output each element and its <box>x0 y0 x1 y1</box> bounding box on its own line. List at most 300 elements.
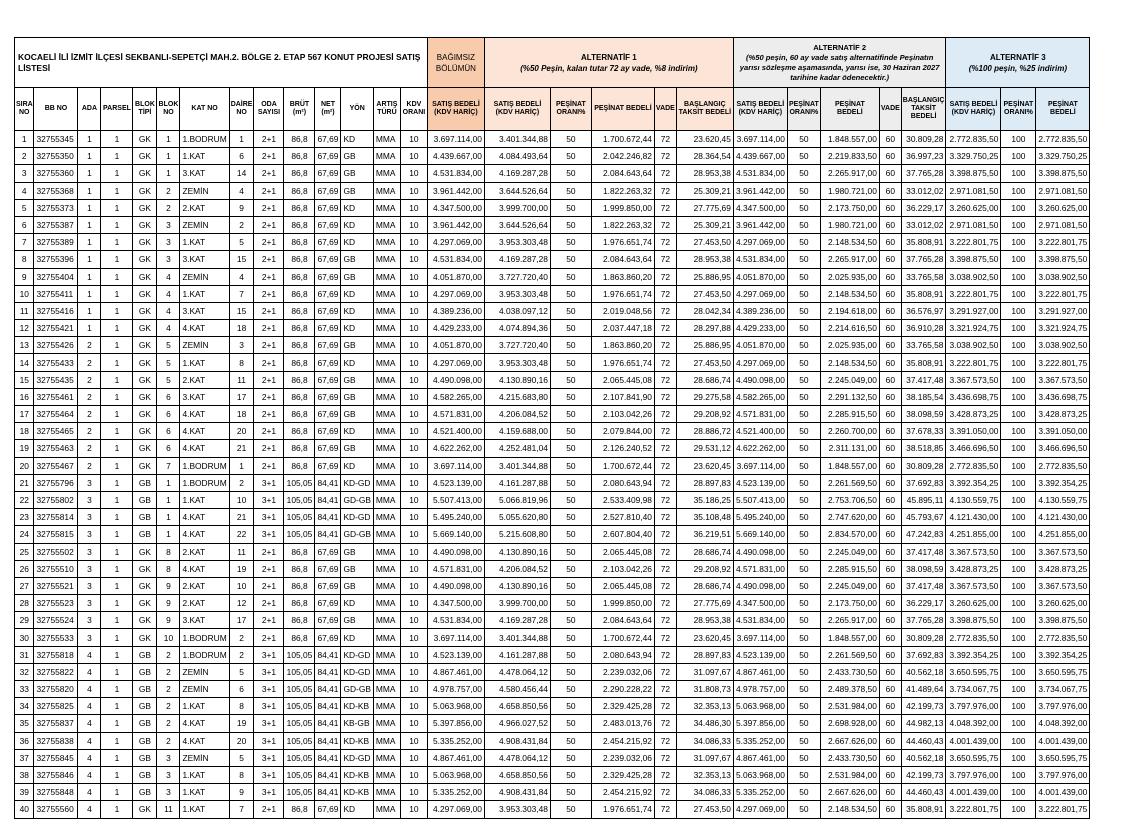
table-cell[interactable]: 50 <box>787 182 820 199</box>
table-cell[interactable]: 4.521.400,00 <box>733 423 787 440</box>
table-cell[interactable]: MMA <box>373 371 400 388</box>
table-cell[interactable]: GK <box>133 388 157 405</box>
table-cell[interactable]: 1 <box>101 698 133 715</box>
table-cell[interactable]: 60 <box>879 612 901 629</box>
table-cell[interactable]: 2.019.048,56 <box>591 302 654 319</box>
table-cell[interactable]: 2.834.570,00 <box>820 526 879 543</box>
table-cell[interactable]: KD-KB <box>341 766 373 783</box>
table-cell[interactable]: 10 <box>400 337 427 354</box>
table-cell[interactable]: KD-KB <box>341 784 373 801</box>
table-cell[interactable]: 4 <box>78 681 101 698</box>
table-cell[interactable]: 67,69 <box>315 457 341 474</box>
table-cell[interactable]: 4.051.870,00 <box>733 337 787 354</box>
table-cell[interactable]: 19 <box>229 560 254 577</box>
table-cell[interactable]: 2 <box>229 216 254 233</box>
table-cell[interactable]: 72 <box>654 388 676 405</box>
table-cell[interactable]: 1 <box>101 784 133 801</box>
table-cell[interactable]: 67,69 <box>315 320 341 337</box>
table-cell[interactable]: 4.908.431,84 <box>484 784 550 801</box>
table-cell[interactable]: 3.291.927,00 <box>1036 302 1090 319</box>
table-cell[interactable]: 105,05 <box>284 526 315 543</box>
table-cell[interactable]: 4.867.461,00 <box>427 663 484 680</box>
table-cell[interactable]: GB <box>133 646 157 663</box>
table-cell[interactable]: 72 <box>654 612 676 629</box>
table-cell[interactable]: 50 <box>787 577 820 594</box>
table-cell[interactable]: 4.490.098,00 <box>733 371 787 388</box>
table-cell[interactable]: 4 <box>78 749 101 766</box>
table-cell[interactable]: 60 <box>879 663 901 680</box>
table-cell[interactable]: 10 <box>400 784 427 801</box>
table-cell[interactable]: 4.429.233,00 <box>427 320 484 337</box>
table-cell[interactable]: 3.398.875,50 <box>946 612 1001 629</box>
table-cell[interactable]: 4.048.392,00 <box>946 715 1001 732</box>
table-cell[interactable]: 4 <box>157 302 180 319</box>
table-cell[interactable]: 1 <box>78 268 101 285</box>
table-cell[interactable]: 30.809,28 <box>901 131 946 148</box>
table-cell[interactable]: 1 <box>78 234 101 251</box>
table-cell[interactable]: 2.084.643,64 <box>591 251 654 268</box>
table-cell[interactable]: 36.219,51 <box>676 526 733 543</box>
table-cell[interactable]: GB <box>133 681 157 698</box>
table-cell[interactable]: 4.051.870,00 <box>427 268 484 285</box>
table-cell[interactable]: KD <box>341 131 373 148</box>
table-cell[interactable]: 3.961.442,00 <box>427 182 484 199</box>
table-cell[interactable]: 26 <box>15 560 34 577</box>
table-cell[interactable]: 32755825 <box>34 698 78 715</box>
table-cell[interactable]: 10 <box>400 165 427 182</box>
table-cell[interactable]: 50 <box>787 526 820 543</box>
table-cell[interactable]: MMA <box>373 302 400 319</box>
table-cell[interactable]: MMA <box>373 491 400 508</box>
table-cell[interactable]: GD-GB <box>341 491 373 508</box>
table-cell[interactable]: GK <box>133 285 157 302</box>
table-cell[interactable]: 2.531.984,00 <box>820 698 879 715</box>
table-cell[interactable]: 6 <box>157 440 180 457</box>
table-cell[interactable]: 4.215.683,80 <box>484 388 550 405</box>
table-cell[interactable]: 3.391.050,00 <box>946 423 1001 440</box>
table-cell[interactable]: 60 <box>879 440 901 457</box>
table-cell[interactable]: MMA <box>373 337 400 354</box>
table-cell[interactable]: 29.275,58 <box>676 388 733 405</box>
table-cell[interactable]: 2.747.620,00 <box>820 509 879 526</box>
table-cell[interactable]: GB <box>341 165 373 182</box>
table-cell[interactable]: 32755510 <box>34 560 78 577</box>
table-cell[interactable]: 1 <box>157 526 180 543</box>
table-cell[interactable]: 9 <box>157 577 180 594</box>
table-cell[interactable]: 105,05 <box>284 715 315 732</box>
table-cell[interactable]: 2.531.984,00 <box>820 766 879 783</box>
table-cell[interactable]: 2+1 <box>254 268 284 285</box>
table-cell[interactable]: 2.194.618,00 <box>820 302 879 319</box>
table-row[interactable] <box>15 732 1090 749</box>
table-cell[interactable]: 37.692,83 <box>901 474 946 491</box>
table-cell[interactable]: 100 <box>1001 491 1036 508</box>
table-cell[interactable]: 72 <box>654 663 676 680</box>
table-cell[interactable]: 50 <box>550 371 591 388</box>
table-cell[interactable]: 2 <box>229 646 254 663</box>
table-cell[interactable]: 10 <box>229 491 254 508</box>
table-cell[interactable]: 21 <box>229 440 254 457</box>
table-cell[interactable]: 60 <box>879 165 901 182</box>
table-cell[interactable]: 2+1 <box>254 302 284 319</box>
table-cell[interactable]: 10 <box>400 406 427 423</box>
table-cell[interactable]: 60 <box>879 457 901 474</box>
table-cell[interactable]: MMA <box>373 560 400 577</box>
table-cell[interactable]: 50 <box>550 681 591 698</box>
table-cell[interactable]: 2 <box>78 406 101 423</box>
table-cell[interactable]: 50 <box>787 595 820 612</box>
table-cell[interactable]: 2.772.835,50 <box>1036 457 1090 474</box>
table-cell[interactable]: 2.329.425,28 <box>591 698 654 715</box>
table-cell[interactable]: 5 <box>15 199 34 216</box>
table-cell[interactable]: GK <box>133 165 157 182</box>
table-cell[interactable]: 4.867.461,00 <box>733 749 787 766</box>
table-cell[interactable]: 2.607.804,40 <box>591 526 654 543</box>
table-cell[interactable]: 86,8 <box>284 423 315 440</box>
table-cell[interactable]: MMA <box>373 354 400 371</box>
table-cell[interactable]: 1 <box>101 766 133 783</box>
table-cell[interactable]: GK <box>133 543 157 560</box>
table-cell[interactable]: 4.490.098,00 <box>733 543 787 560</box>
table-cell[interactable]: 3.367.573,50 <box>1036 371 1090 388</box>
table-cell[interactable]: GK <box>133 182 157 199</box>
table-cell[interactable]: 2 <box>15 148 34 165</box>
table-cell[interactable]: 4 <box>229 268 254 285</box>
table-cell[interactable]: 1.999.850,00 <box>591 199 654 216</box>
table-cell[interactable]: 5 <box>157 337 180 354</box>
table-cell[interactable]: 2+1 <box>254 199 284 216</box>
table-cell[interactable]: 3+1 <box>254 715 284 732</box>
table-cell[interactable]: 2.173.750,00 <box>820 595 879 612</box>
table-cell[interactable]: 50 <box>787 509 820 526</box>
table-cell[interactable]: 2+1 <box>254 457 284 474</box>
table-cell[interactable]: 67,69 <box>315 629 341 646</box>
table-cell[interactable]: 86,8 <box>284 440 315 457</box>
table-cell[interactable]: MMA <box>373 388 400 405</box>
table-cell[interactable]: 45.793,67 <box>901 509 946 526</box>
table-cell[interactable]: 50 <box>787 268 820 285</box>
table-cell[interactable]: 1.700.672,44 <box>591 457 654 474</box>
table-cell[interactable]: 25.309,21 <box>676 182 733 199</box>
table-cell[interactable]: 3.697.114,00 <box>427 629 484 646</box>
table-cell[interactable]: MMA <box>373 457 400 474</box>
table-cell[interactable]: 32755389 <box>34 234 78 251</box>
table-cell[interactable]: 2 <box>78 354 101 371</box>
table-cell[interactable]: 12 <box>229 595 254 612</box>
table-cell[interactable]: 86,8 <box>284 199 315 216</box>
table-cell[interactable]: 4.169.287,28 <box>484 612 550 629</box>
table-cell[interactable]: 60 <box>879 698 901 715</box>
table-cell[interactable]: 10 <box>400 302 427 319</box>
table-cell[interactable]: 2.971.081,50 <box>1036 182 1090 199</box>
table-cell[interactable]: 1 <box>78 182 101 199</box>
table-cell[interactable]: MMA <box>373 526 400 543</box>
table-cell[interactable]: 3.398.875,50 <box>946 165 1001 182</box>
table-cell[interactable]: 50 <box>787 474 820 491</box>
table-cell[interactable]: 2.219.833,50 <box>820 148 879 165</box>
table-cell[interactable]: GB <box>133 766 157 783</box>
table-cell[interactable]: 1 <box>101 199 133 216</box>
table-cell[interactable]: 1 <box>101 801 133 818</box>
table-cell[interactable]: 2.245.049,00 <box>820 577 879 594</box>
table-cell[interactable]: 4.658.850,56 <box>484 698 550 715</box>
table-cell[interactable]: 60 <box>879 766 901 783</box>
table-cell[interactable]: 1 <box>78 302 101 319</box>
table-cell[interactable]: 4.297.069,00 <box>427 234 484 251</box>
table-cell[interactable]: 3.260.625,00 <box>946 199 1001 216</box>
table-cell[interactable]: 84,41 <box>315 663 341 680</box>
table-cell[interactable]: KD <box>341 199 373 216</box>
table-cell[interactable]: 50 <box>787 131 820 148</box>
table-cell[interactable]: 50 <box>550 577 591 594</box>
table-cell[interactable]: 12 <box>15 320 34 337</box>
table-cell[interactable]: 100 <box>1001 182 1036 199</box>
table-cell[interactable]: 50 <box>787 199 820 216</box>
table-cell[interactable]: 32755814 <box>34 509 78 526</box>
table-cell[interactable]: 32755396 <box>34 251 78 268</box>
table-cell[interactable]: GB <box>341 182 373 199</box>
table-cell[interactable]: 3.222.801,75 <box>946 801 1001 818</box>
table-cell[interactable]: 1 <box>157 148 180 165</box>
table-cell[interactable]: 50 <box>550 234 591 251</box>
table-cell[interactable]: 50 <box>550 715 591 732</box>
table-cell[interactable]: 3+1 <box>254 474 284 491</box>
table-cell[interactable]: 2+1 <box>254 234 284 251</box>
table-cell[interactable]: 32755560 <box>34 801 78 818</box>
table-cell[interactable]: 8 <box>15 251 34 268</box>
table-cell[interactable]: 2.148.534,50 <box>820 354 879 371</box>
table-cell[interactable]: 50 <box>550 526 591 543</box>
table-cell[interactable]: 45.895,11 <box>901 491 946 508</box>
table-cell[interactable]: 16 <box>15 388 34 405</box>
table-cell[interactable]: 32755467 <box>34 457 78 474</box>
table-cell[interactable]: GK <box>133 268 157 285</box>
table-cell[interactable]: 3.367.573,50 <box>946 577 1001 594</box>
table-cell[interactable]: 84,41 <box>315 474 341 491</box>
table-cell[interactable]: 2 <box>229 474 254 491</box>
table-cell[interactable]: 100 <box>1001 302 1036 319</box>
table-cell[interactable]: 72 <box>654 440 676 457</box>
table-cell[interactable]: 3 <box>15 165 34 182</box>
table-row[interactable] <box>15 148 1090 165</box>
table-cell[interactable]: 3.291.927,00 <box>946 302 1001 319</box>
table-cell[interactable]: 72 <box>654 165 676 182</box>
table-cell[interactable]: KD-GD <box>341 663 373 680</box>
table-cell[interactable]: 1.BODRUM <box>180 646 229 663</box>
table-cell[interactable]: 50 <box>787 388 820 405</box>
table-cell[interactable]: 10 <box>400 491 427 508</box>
table-cell[interactable]: 72 <box>654 457 676 474</box>
table-cell[interactable]: 32755848 <box>34 784 78 801</box>
table-cell[interactable]: 100 <box>1001 131 1036 148</box>
table-cell[interactable]: 21 <box>15 474 34 491</box>
table-cell[interactable]: 2+1 <box>254 801 284 818</box>
table-cell[interactable]: 2+1 <box>254 182 284 199</box>
table-cell[interactable]: MMA <box>373 698 400 715</box>
table-cell[interactable]: 4.389.236,00 <box>427 302 484 319</box>
table-cell[interactable]: 27.453,50 <box>676 285 733 302</box>
table-cell[interactable]: 1 <box>101 577 133 594</box>
table-cell[interactable]: 50 <box>550 388 591 405</box>
table-cell[interactable]: 4.908.431,84 <box>484 732 550 749</box>
table-cell[interactable]: 37.765,28 <box>901 612 946 629</box>
table-row[interactable] <box>15 801 1090 818</box>
table-cell[interactable]: 5.507.413,00 <box>427 491 484 508</box>
table-cell[interactable]: 100 <box>1001 509 1036 526</box>
table-cell[interactable]: 2.667.626,00 <box>820 732 879 749</box>
table-row[interactable] <box>15 131 1090 148</box>
table-cell[interactable]: 44.982,13 <box>901 715 946 732</box>
table-cell[interactable]: GK <box>133 337 157 354</box>
table-cell[interactable]: 67,69 <box>315 337 341 354</box>
table-cell[interactable]: 29.531,12 <box>676 440 733 457</box>
table-cell[interactable]: 100 <box>1001 612 1036 629</box>
table-cell[interactable]: 1 <box>78 165 101 182</box>
table-cell[interactable]: 32755463 <box>34 440 78 457</box>
table-cell[interactable]: 100 <box>1001 629 1036 646</box>
table-cell[interactable]: 105,05 <box>284 509 315 526</box>
table-cell[interactable]: MMA <box>373 474 400 491</box>
table-cell[interactable]: 84,41 <box>315 749 341 766</box>
table-cell[interactable]: 3.329.750,25 <box>1036 148 1090 165</box>
table-cell[interactable]: 1.BODRUM <box>180 457 229 474</box>
table-cell[interactable]: 2 <box>157 732 180 749</box>
table-cell[interactable]: 4.KAT <box>180 509 229 526</box>
table-cell[interactable]: KD-GD <box>341 749 373 766</box>
table-cell[interactable]: 50 <box>787 646 820 663</box>
table-cell[interactable]: 4.347.500,00 <box>733 199 787 216</box>
table-cell[interactable]: 72 <box>654 732 676 749</box>
table-cell[interactable]: 4.206.084,52 <box>484 406 550 423</box>
table-cell[interactable]: 4.130.890,16 <box>484 543 550 560</box>
table-cell[interactable]: 50 <box>550 251 591 268</box>
table-cell[interactable]: 4.130.559,75 <box>946 491 1001 508</box>
table-row[interactable] <box>15 749 1090 766</box>
table-cell[interactable]: 4.169.287,28 <box>484 251 550 268</box>
table-cell[interactable]: 2.079.844,00 <box>591 423 654 440</box>
table-cell[interactable]: 72 <box>654 182 676 199</box>
table-cell[interactable]: 32 <box>15 663 34 680</box>
table-cell[interactable]: MMA <box>373 801 400 818</box>
table-cell[interactable]: GD-GB <box>341 681 373 698</box>
table-cell[interactable]: 18 <box>15 423 34 440</box>
table-cell[interactable]: 72 <box>654 526 676 543</box>
table-cell[interactable]: 100 <box>1001 406 1036 423</box>
table-cell[interactable]: 3.038.902,50 <box>1036 268 1090 285</box>
table-cell[interactable]: 35.186,25 <box>676 491 733 508</box>
table-cell[interactable]: 50 <box>550 199 591 216</box>
table-cell[interactable]: GK <box>133 560 157 577</box>
table-cell[interactable]: GK <box>133 199 157 216</box>
table-cell[interactable]: 50 <box>550 801 591 818</box>
table-cell[interactable]: 3 <box>157 766 180 783</box>
table-cell[interactable]: 2 <box>157 698 180 715</box>
table-cell[interactable]: 3.222.801,75 <box>1036 234 1090 251</box>
table-cell[interactable]: 1 <box>101 423 133 440</box>
table-cell[interactable]: 3.260.625,00 <box>1036 595 1090 612</box>
table-cell[interactable]: 5.063.968,00 <box>427 698 484 715</box>
table-row[interactable] <box>15 491 1090 508</box>
table-cell[interactable]: 60 <box>879 801 901 818</box>
table-cell[interactable]: 36 <box>15 732 34 749</box>
table-cell[interactable]: 10 <box>400 715 427 732</box>
table-cell[interactable]: 3.391.050,00 <box>1036 423 1090 440</box>
table-cell[interactable]: 31.808,73 <box>676 681 733 698</box>
table-cell[interactable]: 2.527.810,40 <box>591 509 654 526</box>
table-cell[interactable]: KD <box>341 234 373 251</box>
table-cell[interactable]: 2.772.835,50 <box>946 457 1001 474</box>
table-cell[interactable]: 4.571.831,00 <box>733 560 787 577</box>
table-cell[interactable]: 50 <box>787 234 820 251</box>
table-cell[interactable]: 2+1 <box>254 543 284 560</box>
table-cell[interactable]: 10 <box>400 663 427 680</box>
table-cell[interactable]: 67,69 <box>315 371 341 388</box>
table-cell[interactable]: 84,41 <box>315 732 341 749</box>
table-cell[interactable]: GB <box>133 698 157 715</box>
table-cell[interactable]: 4.297.069,00 <box>427 285 484 302</box>
table-cell[interactable]: 1 <box>78 199 101 216</box>
table-cell[interactable]: 3.398.875,50 <box>1036 612 1090 629</box>
table-cell[interactable]: 50 <box>787 251 820 268</box>
table-cell[interactable]: MMA <box>373 715 400 732</box>
table-cell[interactable]: 72 <box>654 216 676 233</box>
table-cell[interactable]: 32755815 <box>34 526 78 543</box>
table-cell[interactable]: 60 <box>879 474 901 491</box>
table-cell[interactable]: 72 <box>654 268 676 285</box>
table-cell[interactable]: 60 <box>879 337 901 354</box>
table-cell[interactable]: MMA <box>373 543 400 560</box>
table-cell[interactable]: 32755524 <box>34 612 78 629</box>
table-cell[interactable]: 25 <box>15 543 34 560</box>
table-cell[interactable]: 50 <box>550 784 591 801</box>
table-cell[interactable]: 3+1 <box>254 681 284 698</box>
table-cell[interactable]: 2.KAT <box>180 199 229 216</box>
table-cell[interactable]: 10 <box>400 595 427 612</box>
table-cell[interactable]: 1 <box>229 457 254 474</box>
table-cell[interactable]: 50 <box>787 423 820 440</box>
table-cell[interactable]: 4.580.456,44 <box>484 681 550 698</box>
table-cell[interactable]: 60 <box>879 216 901 233</box>
table-cell[interactable]: 40.562,18 <box>901 663 946 680</box>
table-cell[interactable]: 22 <box>229 526 254 543</box>
table-cell[interactable]: 50 <box>787 406 820 423</box>
table-cell[interactable]: 22 <box>15 491 34 508</box>
table-cell[interactable]: 32755360 <box>34 165 78 182</box>
table-cell[interactable]: 100 <box>1001 354 1036 371</box>
table-cell[interactable]: 1.KAT <box>180 801 229 818</box>
table-cell[interactable]: 4.130.890,16 <box>484 371 550 388</box>
table-cell[interactable]: 2.260.700,00 <box>820 423 879 440</box>
table-cell[interactable]: 33.765,58 <box>901 268 946 285</box>
table-cell[interactable]: 4.KAT <box>180 715 229 732</box>
table-cell[interactable]: 3.650.595,75 <box>1036 663 1090 680</box>
table-cell[interactable]: 28.953,38 <box>676 612 733 629</box>
table-cell[interactable]: 105,05 <box>284 749 315 766</box>
table-cell[interactable]: GK <box>133 234 157 251</box>
table-cell[interactable]: 2.042.246,82 <box>591 148 654 165</box>
table-cell[interactable]: 40 <box>15 801 34 818</box>
table-cell[interactable]: 4.531.834,00 <box>427 612 484 629</box>
table-cell[interactable]: 3 <box>78 526 101 543</box>
table-row[interactable] <box>15 681 1090 698</box>
table-cell[interactable]: GB <box>133 491 157 508</box>
table-cell[interactable]: 10 <box>400 577 427 594</box>
table-cell[interactable]: GB <box>133 509 157 526</box>
table-cell[interactable]: 5.335.252,00 <box>733 732 787 749</box>
table-cell[interactable]: KD <box>341 595 373 612</box>
table-cell[interactable]: 50 <box>550 457 591 474</box>
table-cell[interactable]: 3.961.442,00 <box>733 182 787 199</box>
